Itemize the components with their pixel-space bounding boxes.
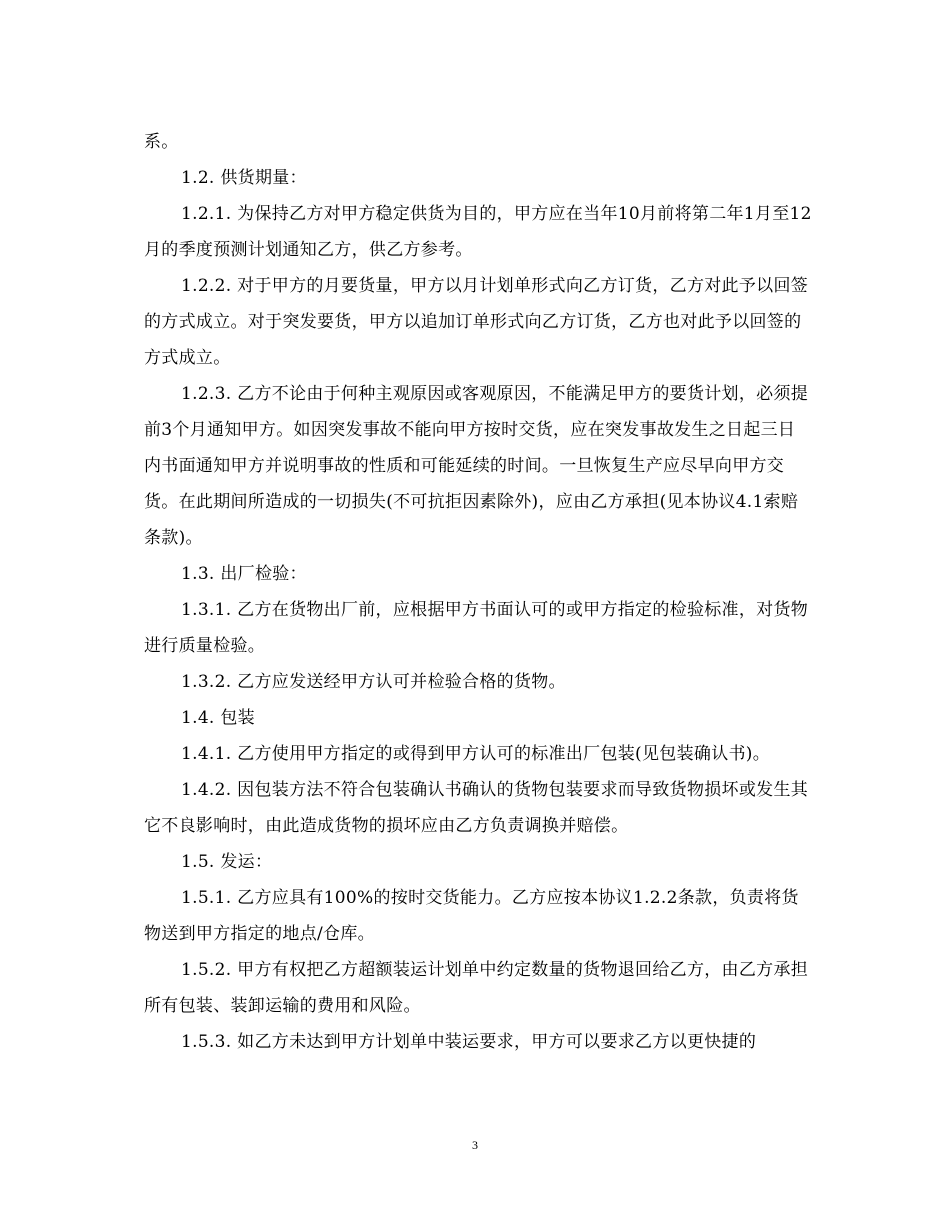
- clause-1-3-1: 1.3.1. 乙方在货物出厂前，应根据甲方书面认可的或甲方指定的检验标准，对货物进行质量检验。: [144, 600, 809, 656]
- page-number: 3: [472, 1138, 478, 1152]
- clause-1-5-1: 1.5.1. 乙方应具有100%的按时交货能力。乙方应按本协议1.2.2条款，负责将货物送到甲方指定的地点/仓库。: [144, 888, 799, 944]
- clause-1-4-1: 1.4.1. 乙方使用甲方指定的或得到甲方认可的标准出厂包装(见包装确认书)。: [181, 744, 771, 764]
- clause-1-5-3: 1.5.3. 如乙方未达到甲方计划单中装运要求，甲方可以要求乙方以更快捷的: [181, 1032, 757, 1052]
- clause-1-5-2: 1.5.2. 甲方有权把乙方超额装运计划单中约定数量的货物退回给乙方，由乙方承担所有包装、装卸运输的费用和风险。: [144, 960, 809, 1016]
- clause-1-2-1: 1.2.1. 为保持乙方对甲方稳定供货为目的，甲方应在当年10月前将第二年1月至12月的季度预测计划通知乙方，供乙方参考。: [144, 204, 812, 260]
- paragraph-continuation: 系。: [144, 132, 179, 152]
- document-body: [144, 124, 812, 1060]
- clause-1-3-2: 1.3.2. 乙方应发送经甲方认可并检验合格的货物。: [181, 672, 566, 692]
- section-1-3-heading: 1.3. 出厂检验：: [181, 564, 307, 584]
- clause-1-4-2: 1.4.2. 因包装方法不符合包装确认书确认的货物包装要求而导致货物损坏或发生其它不良影响时，由此造成货物的损坏应由乙方负责调换并赔偿。: [144, 780, 809, 836]
- clause-1-2-2: 1.2.2. 对于甲方的月要货量，甲方以月计划单形式向乙方订货，乙方对此予以回签的方式成立。对于突发要货，甲方以追加订单形式向乙方订货，乙方也对此予以回签的方式成立。: [144, 276, 809, 368]
- section-1-2-heading: 1.2. 供货期量：: [181, 168, 307, 188]
- section-1-5-heading: 1.5. 发运：: [181, 852, 273, 872]
- clause-1-2-3: 1.2.3. 乙方不论由于何种主观原因或客观原因，不能满足甲方的要货计划，必须提前3个月通知甲方。如因突发事故不能向甲方按时交货，应在突发事故发生之日起三日内书面通知甲方并说明事故的性质和可能延续的时间。一旦恢复生产应尽早向甲方交货。在此期间所造成的一切损失(不可抗拒因素除外)，应由乙方承担(见本协议4.1索赔条款)。: [144, 384, 809, 548]
- section-1-4-heading: 1.4. 包装: [181, 708, 255, 728]
